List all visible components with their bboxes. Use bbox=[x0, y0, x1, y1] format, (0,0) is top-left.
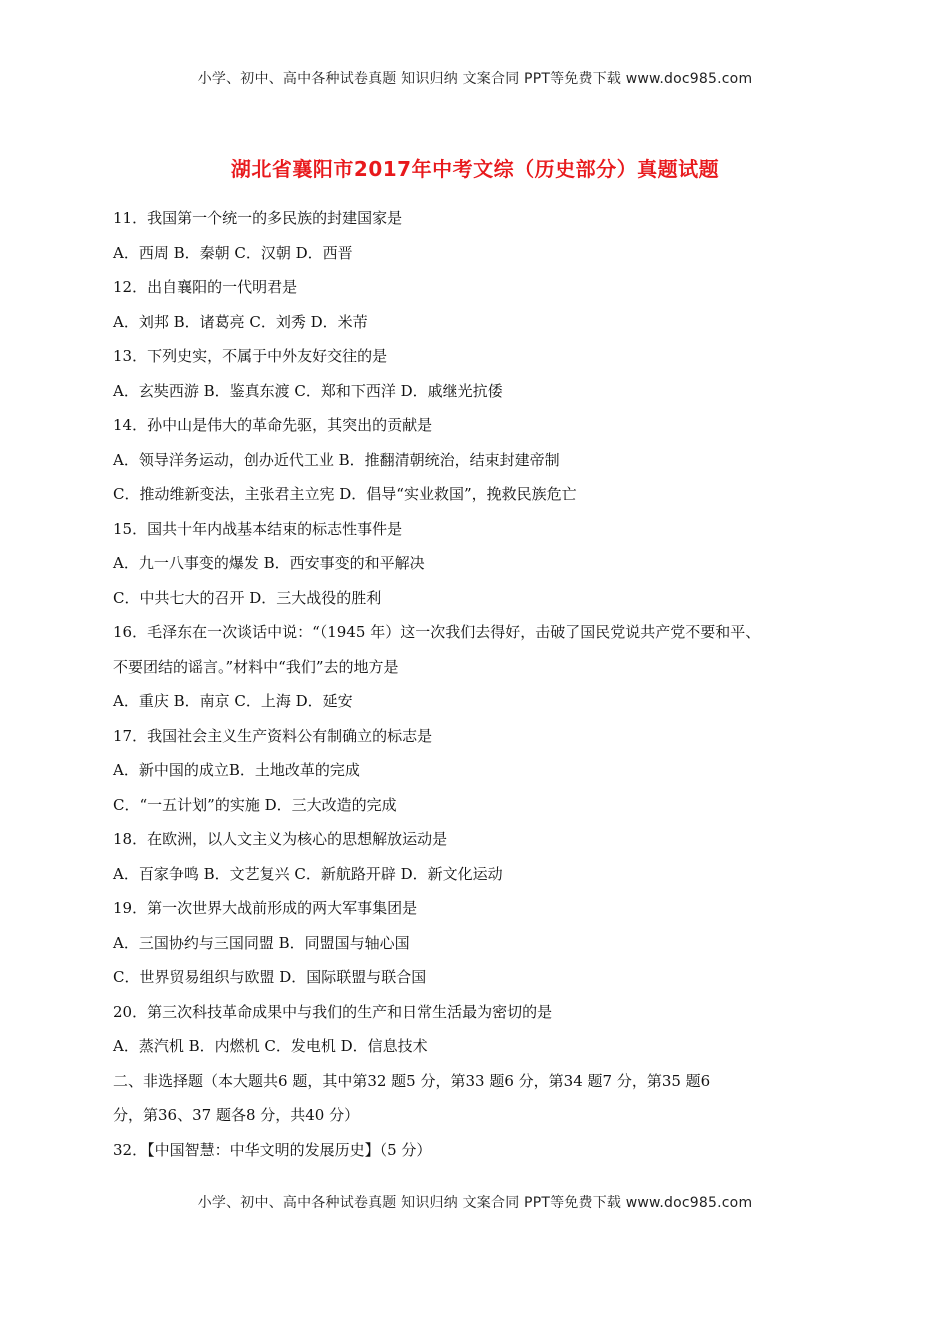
question-line: 32．【中国智慧：中华文明的发展历史】（5 分） bbox=[113, 1140, 432, 1159]
answer-options-line: A．玄奘西游 B．鉴真东渡 C．郑和下西洋 D．戚继光抗倭 bbox=[113, 381, 503, 400]
answer-options-line: C．世界贸易组织与欧盟 D．国际联盟与联合国 bbox=[113, 968, 427, 986]
answer-options-line: A．西周 B．秦朝 C．汉朝 D．西晋 bbox=[113, 243, 353, 262]
question-line: 14．孙中山是伟大的革命先驱，其突出的贡献是 bbox=[113, 416, 433, 434]
answer-options-line: A．新中国的成立B．土地改革的完成 bbox=[113, 761, 360, 779]
question-line: 17．我国社会主义生产资料公有制确立的标志是 bbox=[113, 726, 433, 745]
question-line: 16．毛泽东在一次谈话中说：“（1945 年）这一次我们去得好，击破了国民党说共产党不要和平、 bbox=[113, 623, 761, 641]
section-heading: 二、非选择题（本大题共6 题，其中第32 题5 分，第33 题6 分，第34 题7 分，第35 题6 bbox=[113, 1071, 711, 1090]
question-line: 18．在欧洲，以人文主义为核心的思想解放运动是 bbox=[113, 830, 448, 848]
page-footer: 小学、初中、高中各种试卷真题 知识归纳 文案合同 PPT等免费下载 www.doc985.com bbox=[197, 1195, 753, 1211]
answer-options-line: A．重庆 B．南京 C．上海 D．延安 bbox=[113, 692, 353, 710]
answer-options-line: C．推动维新变法，主张君主立宪 D．倡导“实业救国”，挽救民族危亡 bbox=[113, 485, 577, 503]
question-line: 19．第一次世界大战前形成的两大军事集团是 bbox=[113, 899, 418, 917]
question-line: 12．出自襄阳的一代明君是 bbox=[113, 278, 298, 296]
answer-options-line: A．领导洋务运动，创办近代工业 B．推翻清朝统治，结束封建帝制 bbox=[113, 450, 560, 469]
document-title: 湖北省襄阳市2017年中考文综（历史部分）真题试题 bbox=[230, 157, 720, 181]
section-heading-continued: 分，第36、37 题各8 分，共40 分） bbox=[113, 1106, 360, 1124]
answer-options-line: A．百家争鸣 B．文艺复兴 C．新航路开辟 D．新文化运动 bbox=[113, 864, 503, 883]
answer-options-line: C．中共七大的召开 D．三大战役的胜利 bbox=[113, 588, 382, 607]
question-line: 11．我国第一个统一的多民族的封建国家是 bbox=[113, 209, 403, 227]
answer-options-line: C．“一五计划”的实施 D．三大改造的完成 bbox=[113, 795, 397, 814]
question-line: 13．下列史实，不属于中外友好交往的是 bbox=[113, 347, 388, 365]
answer-options-line: A．刘邦 B．诸葛亮 C．刘秀 D．米芾 bbox=[113, 312, 368, 331]
question-line: 20．第三次科技革命成果中与我们的生产和日常生活最为密切的是 bbox=[113, 1002, 553, 1021]
answer-options-line: A．蒸汽机 B．内燃机 C．发电机 D．信息技术 bbox=[113, 1037, 428, 1055]
answer-options-line: A．九一八事变的爆发 B．西安事变的和平解决 bbox=[113, 554, 425, 572]
question-content bbox=[113, 206, 853, 1172]
answer-options-line: A．三国协约与三国同盟 B．同盟国与轴心国 bbox=[113, 933, 410, 952]
question-line-continued: 不要团结的谣言。”材料中“我们”去的地方是 bbox=[113, 657, 399, 676]
question-line: 15．国共十年内战基本结束的标志性事件是 bbox=[113, 519, 403, 538]
page-header: 小学、初中、高中各种试卷真题 知识归纳 文案合同 PPT等免费下载 www.doc985.com bbox=[197, 71, 753, 87]
